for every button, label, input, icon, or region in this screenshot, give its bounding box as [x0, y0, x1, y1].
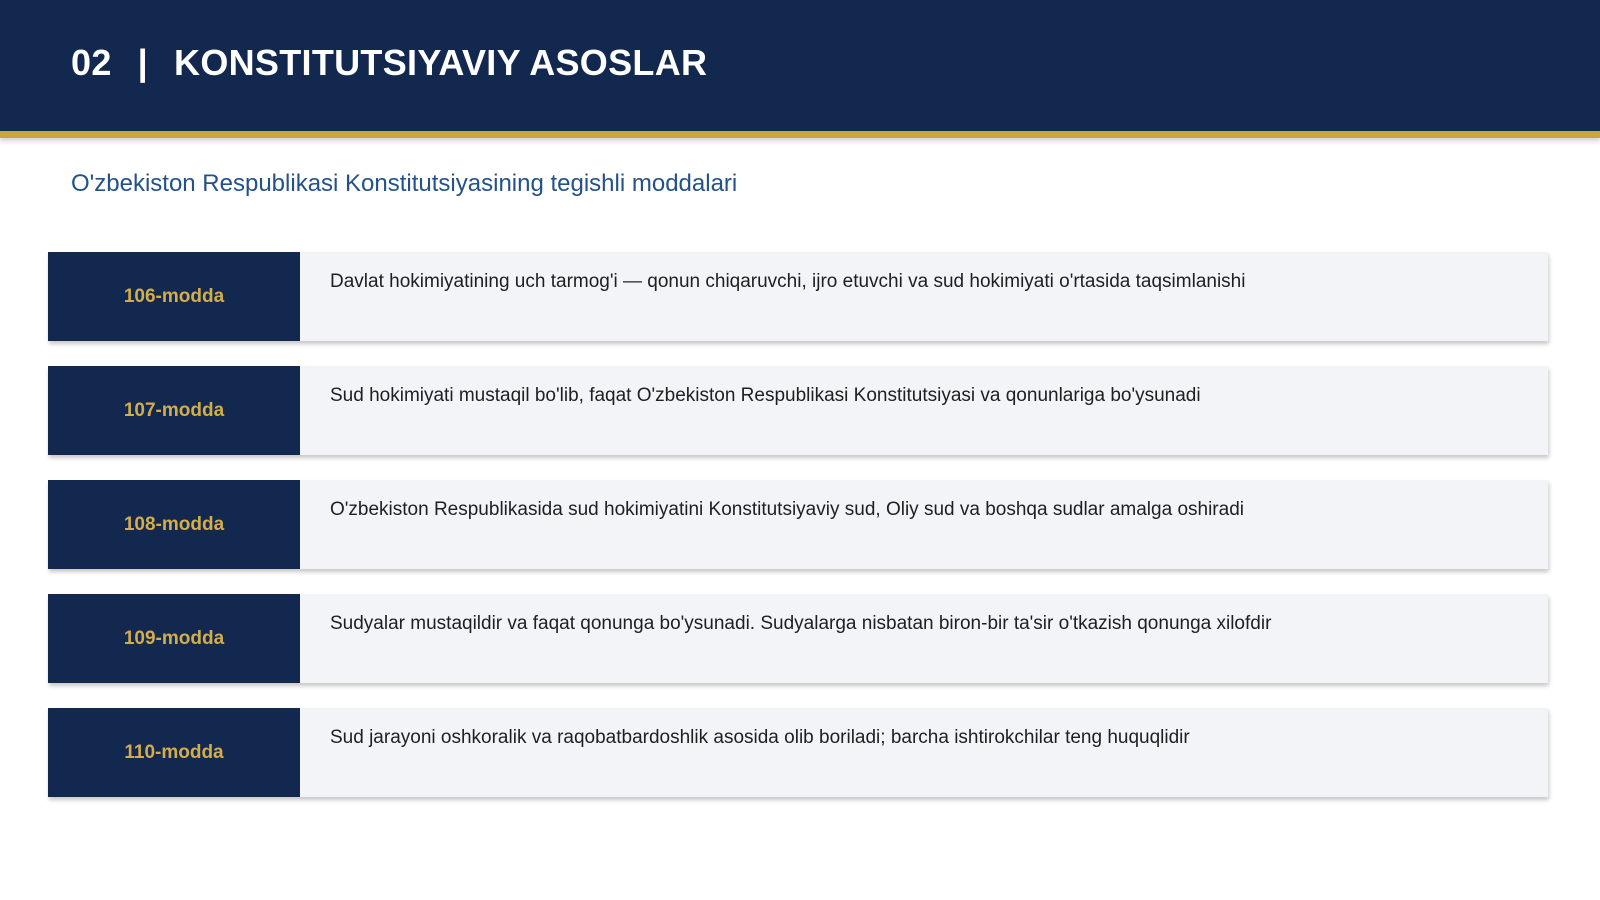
- article-label: 107-modda: [48, 366, 300, 455]
- article-row: [48, 708, 1548, 797]
- article-label: 109-modda: [48, 594, 300, 683]
- article-label: 106-modda: [48, 252, 300, 341]
- article-row: [48, 252, 1548, 341]
- articles-list: [48, 252, 1548, 822]
- article-text: O'zbekiston Respublikasida sud hokimiyatini Konstitutsiyaviy sud, Oliy sud va boshqa sudlar amalga oshiradi: [330, 499, 1244, 520]
- header-accent-bar: [0, 131, 1600, 138]
- article-label: 108-modda: [48, 480, 300, 569]
- article-text: Davlat hokimiyatining uch tarmog'i — qonun chiqaruvchi, ijro etuvchi va sud hokimiyati o'rtasida taqsimlanishi: [330, 271, 1246, 292]
- article-row: [48, 366, 1548, 455]
- section-number: 02: [71, 42, 112, 83]
- article-text: Sud jarayoni oshkoralik va raqobatbardoshlik asosida olib boriladi; barcha ishtirokchilar teng huquqlidir: [330, 727, 1190, 748]
- header-band: [0, 0, 1600, 131]
- article-label: 110-modda: [48, 708, 300, 797]
- section-title: KONSTITUTSIYAVIY ASOSLAR: [174, 42, 708, 83]
- title-separator: |: [137, 42, 149, 83]
- page-subtitle: O'zbekiston Respublikasi Konstitutsiyasining tegishli moddalari: [71, 170, 738, 197]
- article-row: [48, 480, 1548, 569]
- article-row: [48, 594, 1548, 683]
- page-title: [71, 38, 707, 88]
- article-text: Sud hokimiyati mustaqil bo'lib, faqat O'zbekiston Respublikasi Konstitutsiyasi va qonunlariga bo'ysunadi: [330, 385, 1201, 406]
- article-text: Sudyalar mustaqildir va faqat qonunga bo'ysunadi. Sudyalarga nisbatan biron-bir ta'sir o'tkazish qonunga xilofdir: [330, 613, 1272, 634]
